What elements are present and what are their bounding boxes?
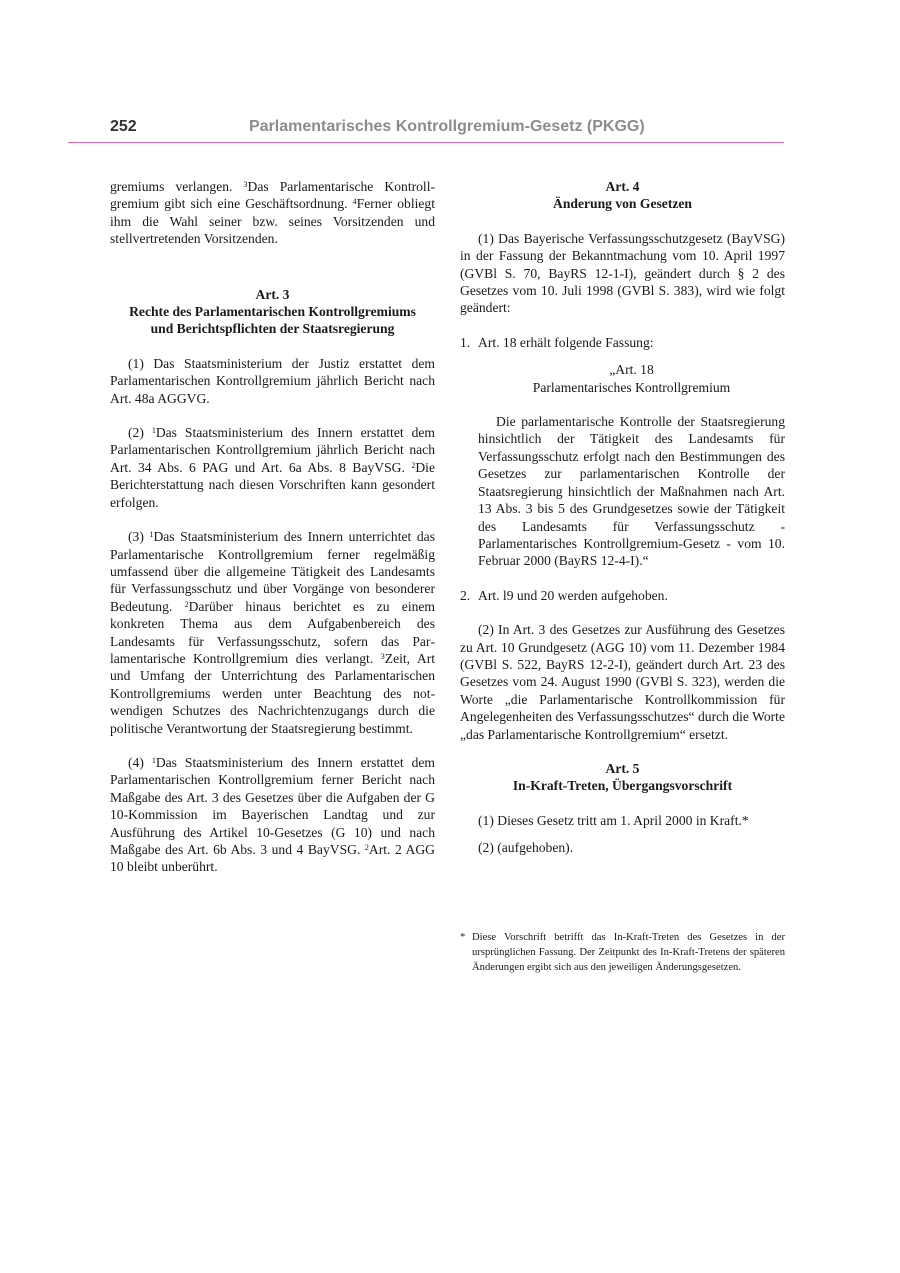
intro-paragraph: gremiums verlangen. $^3$Das Parlamentarische Kontrollgremium gibt sich eine Geschäftsordnung. $^4$Ferner obliegt ihm die Wahl seiner bzw. seines Vorsitzenden und stellvertretenden Vorsitzenden. <box>110 179 436 247</box>
art3-section <box>110 286 435 876</box>
page-number: 252 <box>110 118 137 135</box>
art4-list-item-1: 1. Art. 18 erhält folgende Fassung: <box>460 334 654 350</box>
art3-title: Art. 3 <box>255 286 290 302</box>
art3-paragraph-1: (1) Das Staatsministerium der Justiz erstattet dem Parlamentarischen Kontrollgremium jährlich Bericht nach Art. 48a AGGVG. <box>110 355 435 406</box>
art4-paragraph-1: (1) Das Bayerische Verfassungsschutzgesetz (BayVSG) in der Fassung der Bekanntmachung vom 10. April 1997 (GVBl S. 70, BayRS 12-1-I), geändert durch § 2 des Gesetzes vom 10. Juli 1998 (GVBl S. 383), wird wie folgt geändert: <box>460 230 785 316</box>
art18-quote-title: „Art. 18 <box>609 362 654 378</box>
art5-title: Art. 5 <box>605 760 640 776</box>
left-column <box>110 178 435 876</box>
art3-paragraph-4: (4) $^1$Das Staatsministerium des Innern erstattet dem Parlamentarischen Kontrollgremium ferner Bericht nach Maßgabe des Art. 3 des Gesetzes über die Aufgaben der G 10-Kommission im Bayerischen Landtag und zur Ausführung des Artikel 10-Gesetzes (G 10) und nach Maßgabe des Art. 6b Abs. 3 und 4 BayVSG. $^2$Art. 2 AGG 10 bleibt unberührt. <box>110 754 435 875</box>
art3-paragraph-3: (3) $^1$Das Staatsministerium des Innern unterrichtet das Parlamentarische Kontrollgremium ferner regelmäßig umfassend über die allgemeine Tätigkeit des Landesamts für Verfassungsschutz und über Vorgänge von besonderer Bedeutung. $^2$Darüber hinaus berichtet es zu einem konkreten Thema aus dem Aufgabenbereich des Landesamts für Verfassungsschutz, sofern das Parlamentarische Kontrollgremium dies verlangt. $^3$Zeit, Art und Umfang der Unterrichtung des Parlamentarischen Kontrollgremiums werden unter Beachtung des notwendigen Schutzes des Nachrichtenzugangs durch die politische Verantwortung der Staatsregierung bestimmt. <box>110 529 435 736</box>
art5-section <box>460 760 785 857</box>
art3-subtitle-line2: und Berichtspflichten der Staatsregierung <box>150 321 395 337</box>
footnote-text: Diese Vorschrift betrifft das In-Kraft-Treten des Gesetzes in der ursprünglichen Fassung. Der Zeitpunkt des In-Kraft-Tretens der späteren Änderungen ergibt sich aus den jeweiligen Änderungsgesetzen. <box>472 932 785 974</box>
art18-quote-block <box>478 361 785 569</box>
art18-quote-subtitle: Parlamentarisches Kontrollgremium <box>532 379 731 395</box>
art5-paragraph-1: (1) Dieses Gesetz tritt am 1. April 2000 in Kraft.* <box>478 812 749 828</box>
art4-title: Art. 4 <box>605 179 640 194</box>
footnote-marker: * <box>460 932 466 943</box>
art4-subtitle: Änderung von Gesetzen <box>553 196 692 212</box>
running-title: Parlamentarisches Kontrollgremium-Gesetz (PKGG) <box>249 118 645 135</box>
art3-subtitle-line1: Rechte des Parlamentarischen Kontrollgremiums <box>129 304 416 320</box>
art4-list-item-2: 2. Art. l9 und 20 werden aufgehoben. <box>460 587 668 603</box>
art4-paragraph-2: (2) In Art. 3 des Gesetzes zur Ausführung des Gesetzes zu Art. 10 Grundgesetz (AGG 10) vom 11. Dezember 1984 (GVBl S. 522, BayRS 12-2-I), geändert durch Art. 23 des Gesetzes vom 24. August 1990 (GVBl S. 323), werden die Worte „die Parlamentarische Kontrollkommission für Angelegenheiten des Verfassungsschutzes“ durch die Worte „das Parlamentarische Kontrollgremium“ ersetzt. <box>460 622 785 742</box>
art18-quote-text: Die parlamentarische Kontrolle der Staatsregierung hinsichtlich der Tätigkeit des Landesamts für Verfassungsschutz erfolgt nach den Bestimmungen des Gesetzes zur parlamentarischen Kontrolle der Staatsregierung hinsichtlich der Maßnahmen nach Art. 13 Abs. 3 bis 5 des Grundgesetzes sowie der Tätigkeit des Landesamts für Verfassungsschutz - Parlamentarisches Kontrollgremium-Gesetz - vom 10. Februar 2000 (BayRS 12-4-I).“ <box>478 414 785 569</box>
art3-paragraph-2: (2) $^1$Das Staatsministerium des Innern erstattet dem Parlamentarischen Kontrollgremium jährlich Bericht nach Art. 34 Abs. 6 PAG und Art. 6a Abs. 8 BayVSG. $^2$Die Berichterstattung nach diesen Vorschriften kann gesondert erfolgen. <box>110 425 435 510</box>
art5-subtitle: In-Kraft-Treten, Übergangsvorschrift <box>512 778 733 794</box>
footnote <box>460 930 785 976</box>
right-column <box>460 178 785 857</box>
page-header <box>68 116 784 143</box>
art5-paragraph-2: (2) (aufgehoben). <box>478 840 574 856</box>
